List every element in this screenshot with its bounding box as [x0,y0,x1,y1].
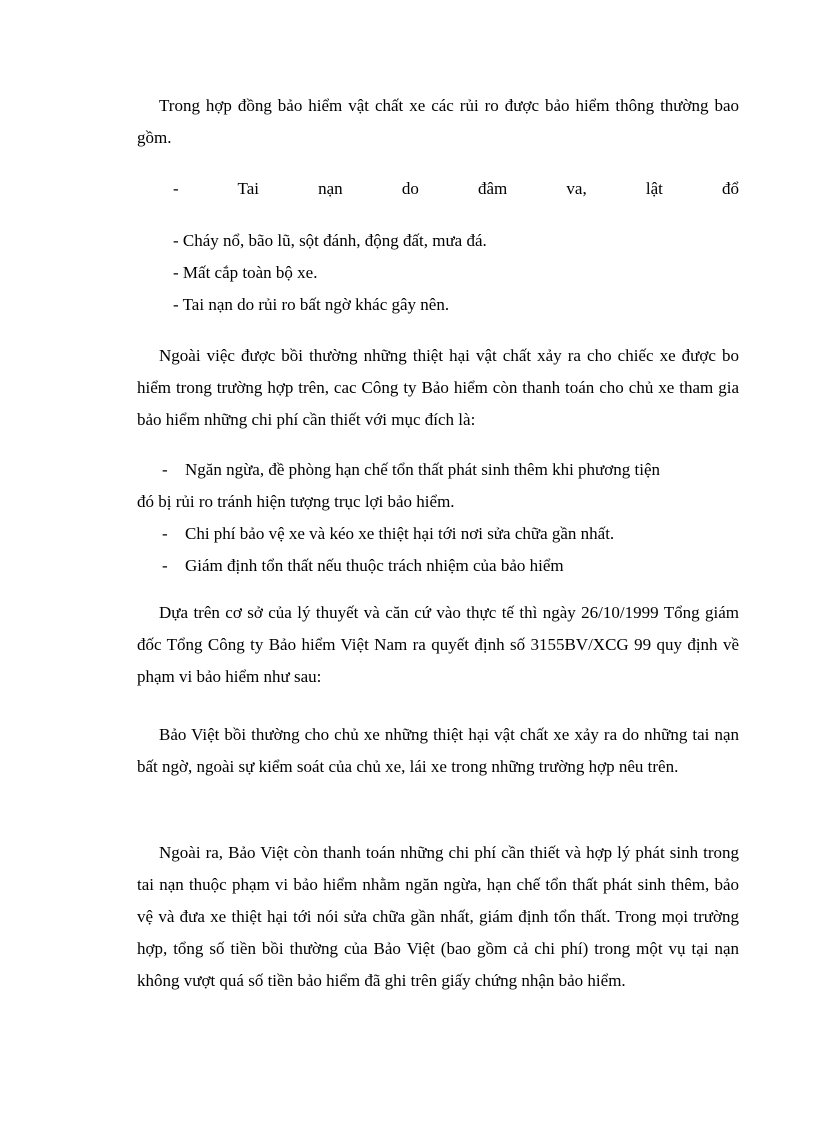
cost-item-continuation: đó bị rủi ro tránh hiện tượng trục lợi bảo hiểm. [137,492,455,511]
list-dash: - [162,460,168,479]
paragraph-additional-costs: Ngoài ra, Bảo Việt còn thanh toán những chi phí cần thiết và hợp lý phát sinh trong tai nạn thuộc phạm vi bảo hiểm nhằm ngăn ngừa, hạn chế tổn thất phát sinh thêm, bảo vệ và đưa xe thiệt hại tới nói sửa chữa gần nhất, giám định tổn thất. Trong mọi trường hợp, tổng số tiền bồi thường của Bảo Việt (bao gồm cả chi phí) trong một vụ tại nạn không vượt quá số tiền bảo hiểm đã ghi trên giấy chứng nhận bảo hiểm. [137,843,739,990]
paragraph-compensation: Ngoài việc được bồi thường những thiệt hại vật chất xảy ra cho chiếc xe được bo hiểm trong trường hợp trên, cac Công ty Bảo hiểm còn thanh toán cho chủ xe tham gia bảo hiểm những chi phí cần thiết với mục đích là: [137,346,739,429]
risk-item: - Cháy nổ, bão lũ, sột đánh, động đất, mưa đá. [173,231,487,250]
cost-item [137,454,739,518]
paragraph-intro: Trong hợp đồng bảo hiểm vật chất xe các rủi ro được bảo hiểm thông thường bao gồm. [137,96,739,147]
cost-item [137,550,739,582]
risk-item: - Mất cắp toàn bộ xe. [173,263,318,282]
list-dash: - [162,556,168,575]
cost-item-text: Ngăn ngừa, đề phòng hạn chế tổn thất phát sinh thêm khi phương tiện [185,460,660,479]
cost-item-text: Giám định tổn thất nếu thuộc trách nhiệm của bảo hiểm [185,556,564,575]
risk-item: - Tai nạn do rủi ro bất ngờ khác gây nên. [173,295,450,314]
risk-list [173,173,739,321]
risk-item: - Tai nạn do đâm va, lật đổ [173,179,739,198]
cost-item-text: Chi phí bảo vệ xe và kéo xe thiệt hại tới nơi sửa chữa gần nhất. [185,524,615,543]
cost-list [137,454,739,582]
paragraph-baoviet-compensation: Bảo Việt bồi thường cho chủ xe những thiệt hại vật chất xe xảy ra do những tai nạn bất ngờ, ngoài sự kiểm soát của chủ xe, lái xe trong những trường hợp nêu trên. [137,725,739,776]
cost-item [137,518,739,550]
list-dash: - [162,524,168,543]
paragraph-decision: Dựa trên cơ sở của lý thuyết và căn cứ vào thực tế thì ngày 26/10/1999 Tổng giám đốc Tổng Công ty Bảo hiểm Việt Nam ra quyết định số 3155BV/XCG 99 quy định về phạm vi bảo hiểm như sau: [137,603,739,686]
